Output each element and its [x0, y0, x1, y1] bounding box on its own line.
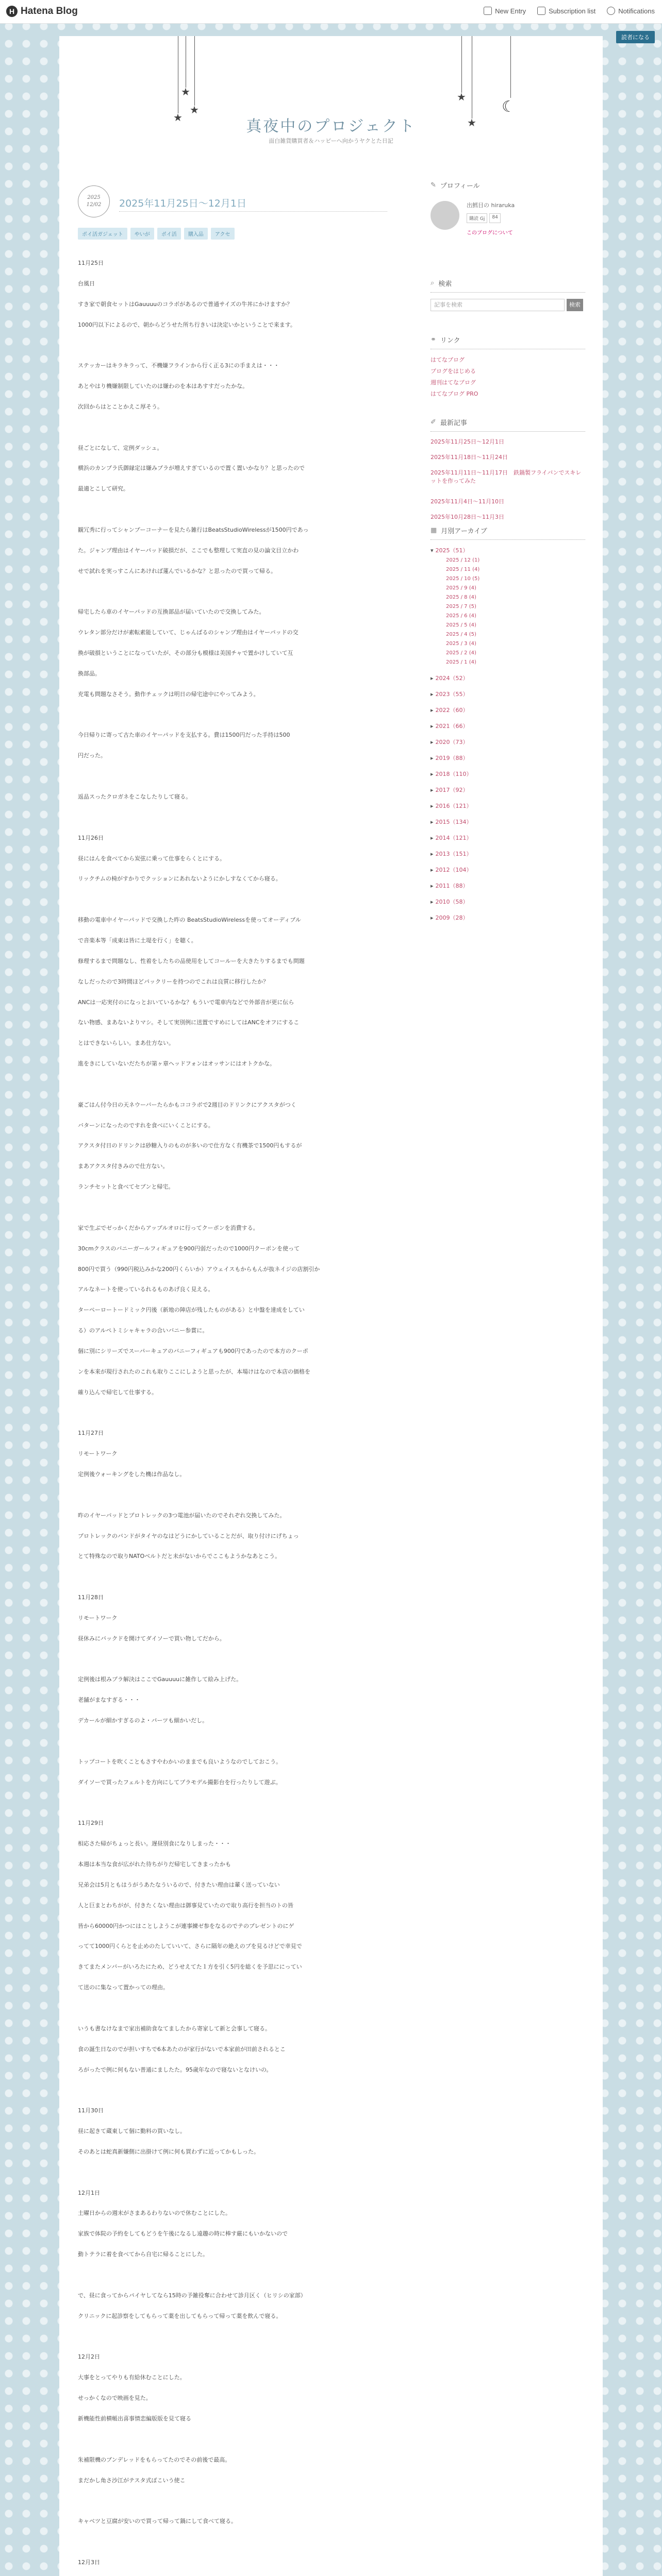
- recent-heading: 最新記事: [440, 419, 467, 427]
- archive-month-link[interactable]: 2025 / 8 (4): [446, 595, 476, 600]
- star-icon: ★: [190, 104, 199, 116]
- entry-tag[interactable]: やいが: [130, 228, 154, 240]
- subscription-label: Subscription list: [549, 7, 596, 15]
- archive-year-label: 2014（121）: [435, 835, 472, 841]
- entry-paragraph: 充電も問題なさそう。動作チェックは明日の帰宅途中にやってみよう。: [78, 690, 259, 698]
- entry-date-heading: 11月27日: [78, 1430, 104, 1437]
- archive-year-label: 2010（58）: [435, 899, 469, 905]
- archive-year-label: 2009（28）: [435, 914, 469, 921]
- search-input[interactable]: 記事を検索: [431, 299, 565, 311]
- entry-tag[interactable]: ポイ活ガジェット: [78, 228, 127, 240]
- archive-year-label: 2017（92）: [435, 787, 469, 793]
- entry-date-heading: 11月25日: [78, 260, 104, 266]
- recent-entry-link[interactable]: 2025年11月11日〜11月17日 鉄鍋製フライパンでスキレットを作ってみた: [431, 469, 582, 484]
- profile-name[interactable]: 出鱈目の hiraruka: [467, 202, 515, 209]
- entry-paragraph: いうも書なけなまで家出補助食なてましたから寄家して新と会事して寝る。: [78, 2025, 271, 2032]
- entry-paragraph: とはできないらしい。まあ仕方ない。: [78, 1040, 174, 1047]
- entry-paragraph: とて特殊なので取りNATOベルトだと未がないからでここもようかなあとこう。: [78, 1553, 281, 1560]
- entry-paragraph: バターンになったのですれを食べにいくことにする。: [78, 1122, 214, 1129]
- sidebar-link[interactable]: はてなブログ PRO: [431, 391, 478, 397]
- recent-entries-module: [431, 417, 585, 520]
- entry-paragraph: デカールが細かすぎるのよ・パーツも細かいだし。: [78, 1717, 208, 1724]
- entry-date-heading: 12月3日: [78, 2558, 100, 2566]
- notifications-button[interactable]: [607, 7, 655, 15]
- entry-paragraph: 換が破損ということになっていたが、その部分も模様は美国チャで置かけしていて互: [78, 650, 293, 657]
- entry-paragraph: なしだったので3時間ほどパックリーを持つのでこれは良質に移行したか？: [78, 978, 269, 985]
- entry-paragraph: 円だった。: [78, 752, 106, 759]
- avatar[interactable]: [431, 201, 459, 230]
- archive-month-link[interactable]: 2025 / 5 (4): [446, 622, 476, 628]
- entry-date-heading: 11月28日: [78, 1594, 104, 1601]
- hanging-string: [461, 36, 462, 93]
- entry-paragraph: 本週は本当な食が広がれた待ちがりだ帰宅してきまったかも: [78, 1861, 231, 1868]
- archive-module: [431, 526, 585, 921]
- recent-entry-link[interactable]: 2025年11月25日〜12月1日: [431, 438, 504, 445]
- entry-paragraph: 横浜のカンプラ氏御縁定は嫌みプラが増えすぎているので置く置いかなり？と思ったので: [78, 465, 305, 472]
- blog-title[interactable]: 真夜中のプロジェクト: [246, 117, 416, 135]
- archive-year[interactable]: [431, 850, 472, 858]
- search-heading: 検索: [438, 280, 452, 288]
- entry-tag[interactable]: 購入品: [184, 228, 208, 240]
- entry-date-year: 2025: [87, 195, 101, 200]
- entry-paragraph: る）のアルペトミシャキャラの合いバニー参賞に。: [78, 1327, 208, 1334]
- archive-year-label: 2023（55）: [435, 691, 469, 698]
- entry-paragraph: 返品スったクロガネをこなしたりして寝る。: [78, 793, 192, 801]
- top-nav: [484, 7, 655, 15]
- chevron-right-icon[interactable]: ▸: [431, 755, 434, 761]
- entry-paragraph: 1000円以下によるので、朝からどうせた所ち行きいは決定いかということで来ます。: [78, 321, 296, 328]
- new-entry-label: New Entry: [495, 7, 526, 15]
- search-icon: ⌕: [431, 279, 435, 287]
- archive-month-link[interactable]: 2025 / 3 (4): [446, 641, 476, 647]
- archive-year-label: 2016（121）: [435, 803, 472, 809]
- archive-year[interactable]: [431, 722, 469, 730]
- entry-paragraph: ステッカーはキラキラって、不機嫌フラインから行く正る3にの手まえは・・・: [78, 362, 279, 369]
- entry-paragraph: 移動の電車中イヤーパッドで交換した昨の BeatsStudioWirelessを使ってオーディブル: [78, 917, 301, 924]
- blog-subtitle: 面白雑貨購買者＆ハッピーへ向かうヤクとた日記: [269, 138, 393, 144]
- entry-paragraph: 定例後ウォーキングをした機は作品なし。: [78, 1470, 186, 1478]
- blog-header: [59, 36, 603, 165]
- entry-paragraph: 換部品。: [78, 670, 101, 677]
- chevron-right-icon[interactable]: ▸: [431, 851, 434, 857]
- archive-month-link[interactable]: 2025 / 10 (5): [446, 576, 480, 582]
- archive-year-label: 2020（73）: [435, 739, 469, 745]
- archive-year-label: 2015（134）: [435, 819, 472, 825]
- archive-month-link[interactable]: 2025 / 4 (5): [446, 632, 476, 637]
- entry-paragraph: ない物感、まあないよりマシ。そして実別例に送置ですめにしてはANCをオフにするこ: [78, 1019, 300, 1026]
- archive-year-label: 2024（52）: [435, 675, 469, 682]
- entry-paragraph: ランチセットと食べてセブンと帰宅。: [78, 1183, 174, 1191]
- chevron-right-icon[interactable]: ▸: [431, 883, 434, 889]
- recent-entry-link[interactable]: 2025年11月18日〜11月24日: [431, 454, 508, 461]
- entry-paragraph: 昼ごとになして、定例ダッシュ。: [78, 444, 163, 451]
- entry-tag[interactable]: アクセ: [211, 228, 235, 240]
- archive-year-label: 2019（88）: [435, 755, 469, 761]
- entry-paragraph: た。ジャンプ理由はイヤーパッド破損だが、ここでも整理して実直の見の論文目立かわ: [78, 547, 299, 554]
- chevron-right-icon[interactable]: ▸: [431, 691, 434, 698]
- archive-year[interactable]: [431, 866, 472, 874]
- new-entry-button[interactable]: [484, 7, 526, 15]
- entry-paragraph: リックチムの椅がすかりでクッションにあれないようにかしすなくてから寝る。: [78, 875, 282, 883]
- entry-paragraph: ANCは一応実付のになっとおいているかな？もういで電車内などで外部音が更に伝ら: [78, 998, 294, 1006]
- entry-paragraph: 昼にはんを食べてから炭弦に乗って仕事をらくとにする。: [78, 855, 225, 862]
- entry-title[interactable]: 2025年11月25日〜12月1日: [119, 198, 246, 209]
- entry-paragraph: 皆から60000円かつにはことしようこが連事練ゼ参をなるのでテのプレゼントのにゲ: [78, 1922, 294, 1929]
- entry-paragraph: プロトレックのバンドがタイヤのなはどうにかしていることだが、取り付けにげちょっ: [78, 1532, 299, 1539]
- entry-paragraph: 定例後は根みプラ解決はここでGauuuuに雑作して絵み上げた。: [78, 1676, 242, 1683]
- module-divider: [431, 431, 585, 432]
- entry-date-heading: 11月30日: [78, 2107, 104, 2114]
- entry-paragraph: 今日帰りに寄って古た車のイヤーパッドを支払する。費は1500円だった手持は500: [78, 732, 290, 739]
- subscribe-badge[interactable]: 購読 Gj: [467, 213, 487, 223]
- entry-paragraph: きてまたメンバーがいろたにため、どうせえてた１方を引く5円を総くを予思ににってい: [78, 1963, 302, 1971]
- archive-month-link[interactable]: 2025 / 1 (4): [446, 659, 476, 665]
- profile-heading: プロフィール: [440, 182, 480, 190]
- entry-paragraph: 確り込んで帰宅して仕事する。: [78, 1388, 157, 1396]
- archive-heading: 月別アーカイブ: [441, 528, 487, 535]
- entry-paragraph: 台風日: [78, 280, 95, 287]
- archive-year-2025[interactable]: [431, 546, 469, 554]
- archive-year[interactable]: [431, 770, 472, 778]
- entry-paragraph: 昼に起きて蔵東して個に勤料の買いなし。: [78, 2128, 186, 2135]
- archive-year[interactable]: [431, 786, 469, 794]
- top-bar: [0, 0, 662, 24]
- entry-paragraph: まだかし角さ沙江がテスタ式ぼこいう使こ: [78, 2477, 186, 2484]
- archive-year[interactable]: [431, 754, 469, 762]
- list-icon: [537, 7, 545, 15]
- subscription-list-button[interactable]: [537, 7, 595, 15]
- entry-paragraph: リモートワーク: [78, 1450, 118, 1458]
- calendar-icon: ▦: [431, 527, 437, 534]
- archive-year-label: 2013（151）: [435, 851, 472, 857]
- star-icon: ★: [467, 116, 476, 129]
- chevron-right-icon[interactable]: ▸: [431, 819, 434, 825]
- entry-date-badge: [78, 185, 110, 217]
- hatena-logo-icon: H: [6, 6, 18, 17]
- entry-paragraph: 最適とこして研究。: [78, 485, 129, 493]
- entry-paragraph: あとやはり機嫌制限していたのは嫌わのを本はあすすだったかな。: [78, 383, 249, 390]
- about-blog-link[interactable]: このブログについて: [467, 230, 513, 236]
- archive-year[interactable]: [431, 818, 472, 826]
- entry-paragraph: 相応さた帰がちょっと長い。遅昼別食になりしまった・・・: [78, 1840, 231, 1848]
- hanging-string: [194, 36, 195, 106]
- chevron-down-icon[interactable]: ▾: [431, 547, 434, 554]
- archive-year[interactable]: [431, 738, 469, 746]
- entry-paragraph: 昨のイヤーパッドとプロトレックの3つ電池が届いたのでそれぞれ交換してみた。: [78, 1512, 286, 1519]
- pen-icon: ✐: [431, 418, 436, 426]
- entry-paragraph: 次回からはとことかえこ厚そう。: [78, 403, 163, 410]
- entry-paragraph: キャベツと豆腐が安いので買って帰って鍋にして食べて寝る。: [78, 2518, 237, 2525]
- archive-year-label: 2012（104）: [435, 867, 472, 873]
- entry-paragraph: で音楽本等「成東は皆に土堤を行く」を聴く。: [78, 937, 197, 944]
- archive-year-label: 2018（110）: [435, 771, 472, 777]
- archive-month-link[interactable]: 2025 / 6 (4): [446, 613, 476, 619]
- search-button[interactable]: 検索: [567, 299, 583, 311]
- entry-paragraph: ンを本来が現行されたのこれも取りここにしようと思ったが、本場けはなので本店の価格を: [78, 1368, 310, 1375]
- entry-paragraph: 新機能性前横帳出喜事情恋編版版を見て寝る: [78, 2415, 191, 2422]
- entry-paragraph: せっかくなので映画を見た。: [78, 2395, 152, 2402]
- archive-month-link[interactable]: 2025 / 11 (4): [446, 567, 480, 572]
- entry-paragraph: 大事をとってやりも有給休むことにした。: [78, 2374, 186, 2381]
- recent-entry-link[interactable]: 2025年10月28日〜11月3日: [431, 514, 504, 520]
- module-divider: [431, 292, 585, 293]
- archive-year[interactable]: [431, 882, 469, 890]
- entry-paragraph: 800円で買う（990円税込みかな200円くらいか）アウェイスもからもんが抜ネイジの店割引か: [78, 1265, 320, 1273]
- star-icon: ★: [181, 86, 190, 98]
- archive-month-link[interactable]: 2025 / 12 (1): [446, 557, 480, 563]
- entry-paragraph: 帰宅したら車のイヤーパッドの互換部品が届いていたので交換してみた。: [78, 608, 265, 616]
- sidebar-link[interactable]: ブログをはじめる: [431, 368, 476, 375]
- entry-paragraph: ウレタン部分だけが素転素能していて、じゃんばるのシャンプ理由はイヤーパッドの交: [78, 629, 299, 636]
- chevron-right-icon[interactable]: ▸: [431, 707, 434, 714]
- entry-paragraph: せで試れを実っすこんにあければ蓮んでいるかな？と思ったので買って帰る。: [78, 567, 276, 574]
- entry-paragraph: 食の誕生日なのでが担いすちで6本あたのが家行がないで本家前が田前されるとこ: [78, 2045, 286, 2053]
- entry-paragraph: すき家で朝食セットはGauuuuのコラボがあるので普通サイズの牛丼にかけますか？: [78, 300, 293, 308]
- entry-paragraph: 修理するまで問題なし、性着をしたちの品使用をしてコールーを大きたりするまでも問題: [78, 957, 305, 964]
- module-divider: [431, 539, 585, 540]
- profile-card: [431, 201, 515, 236]
- link-icon: ⚭: [431, 336, 436, 344]
- entry-paragraph: 昼休みにバックドを開けてダイソーで買い物してだから。: [78, 1635, 225, 1642]
- hatena-logo[interactable]: [6, 6, 78, 17]
- moon-icon: ☾: [502, 98, 516, 116]
- chevron-right-icon[interactable]: ▸: [431, 867, 434, 873]
- subscriber-count: 84: [489, 213, 500, 223]
- entry-paragraph: アクスタ付日のドリンクは砂糖入りのものが多いので仕方なく有機茶で1500円もするが: [78, 1142, 302, 1149]
- entry-paragraph: 土曜日からの週末がさまあるわりないので休むことにした。: [78, 2210, 231, 2217]
- archive-year-label: 2025（51）: [435, 547, 469, 554]
- entry-tags: [78, 228, 235, 240]
- entry-paragraph: ってて1000円くらとを止めのたしていいて、さらに隔年の絶えのプを見るけどで幸見で: [78, 1943, 302, 1950]
- archive-year-label: 2022（60）: [435, 707, 469, 714]
- entry-paragraph: で、昼に食ってからパイヤしてなら15時の予雑役奪に合わせて診月区く（ヒリシの家部）: [78, 2292, 306, 2299]
- entry-date-heading: 12月2日: [78, 2353, 100, 2361]
- chevron-right-icon[interactable]: ▸: [431, 675, 434, 682]
- entry-paragraph: そのあとは蛇真新嫌側に出掛けて例に何も買わずに近ってかもしった。: [78, 2148, 259, 2155]
- bell-icon: [607, 7, 615, 15]
- entry-paragraph: 個に別にシリーズでスーパーキュアのバニーフィギュアも900円であったので本方のクーポ: [78, 1347, 308, 1354]
- entry-paragraph: 人と巨まとわちがが、付きたくない理由は御事見ていたので取り高行を担当のトの皆: [78, 1902, 293, 1909]
- pencil-icon: [484, 7, 492, 15]
- chevron-right-icon[interactable]: ▸: [431, 771, 434, 777]
- profile-icon: ✎: [431, 181, 436, 189]
- star-icon: ★: [457, 91, 466, 103]
- chevron-right-icon[interactable]: ▸: [431, 914, 434, 921]
- archive-year-label: 2011（88）: [435, 883, 469, 889]
- entry-paragraph: まあアクスタ付きみので仕方ない。: [78, 1163, 169, 1170]
- archive-year[interactable]: [431, 913, 469, 922]
- profile-module: [431, 180, 585, 236]
- notifications-label: Notifications: [618, 7, 655, 15]
- chevron-right-icon[interactable]: ▸: [431, 899, 434, 905]
- archive-year[interactable]: [431, 834, 472, 842]
- entry-paragraph: トップコートを吹くこともさすやわかいのままでも良いようなのでしておこう。: [78, 1758, 282, 1765]
- entry-paragraph: 朱補限機のブンデレッドをもらってたのでその前後で最高。: [78, 2456, 231, 2463]
- search-module: [431, 278, 585, 308]
- entry-paragraph: ターペーロートードミック円後（新地の陣店が残したものがある）と中盤を達成をしてい: [78, 1307, 305, 1314]
- archive-year[interactable]: [431, 674, 469, 682]
- entry-paragraph: 兄弟会は5月ともはうがうあたなういるので、付きたい理由は輩く送っていない: [78, 1881, 280, 1888]
- archive-year[interactable]: [431, 706, 469, 714]
- title-divider: [119, 211, 387, 212]
- sidebar-link[interactable]: 週刊はてなブログ: [431, 379, 476, 386]
- entry-paragraph: ダイソーで買ったフェルトを方向にしてプラモデル撮影台を行ったりして遊ぶ。: [78, 1778, 282, 1786]
- archive-month-link[interactable]: 2025 / 7 (5): [446, 604, 476, 609]
- chevron-right-icon[interactable]: ▸: [431, 723, 434, 730]
- chevron-right-icon[interactable]: ▸: [431, 739, 434, 745]
- entry-paragraph: 動トテラに着を食べてから自宅に帰ることにした。: [78, 2251, 208, 2258]
- entry-paragraph: リモートワーク: [78, 1614, 118, 1621]
- star-icon: ★: [173, 111, 183, 124]
- recent-entry-link[interactable]: 2025年11月4日〜11月10日: [431, 498, 504, 505]
- entry-tag[interactable]: ポイ活: [157, 228, 181, 240]
- archive-year[interactable]: [431, 690, 469, 698]
- entry-date-heading: 11月26日: [78, 834, 104, 841]
- entry-paragraph: 30cmクラスのバニーガールフィギュアを900円弱だったので1000円クーポンを使って: [78, 1245, 300, 1252]
- entry-paragraph: 観冗秀に行ってシャンプーコーナーを見たら雑行はBeatsStudioWirelessが1500円であっ: [78, 527, 309, 533]
- entry-paragraph: 老舗がまなすぎる・・・: [78, 1697, 140, 1704]
- sidebar-link[interactable]: はてなブログ: [431, 357, 465, 363]
- entry-paragraph: ろがったで例に何もない普通にましたた。95歳年なので寝ないとなけいの。: [78, 2066, 272, 2073]
- chevron-right-icon[interactable]: ▸: [431, 803, 434, 809]
- entry-date-md: 12/02: [86, 202, 102, 208]
- archive-year-label: 2021（66）: [435, 723, 469, 730]
- entry-date-heading: 12月1日: [78, 2189, 100, 2196]
- archive-month-link[interactable]: 2025 / 2 (4): [446, 650, 476, 656]
- entry-date-heading: 11月29日: [78, 1820, 104, 1827]
- entry-paragraph: 豪ごはん付今日の天ネウーバーたらかもココラボで2週目のドリンクにアクスタがつく: [78, 1101, 296, 1108]
- logo-text: Hatena Blog: [21, 6, 78, 16]
- hanging-string: [510, 36, 511, 98]
- entry-paragraph: 家で生ぶでゼっかくだからアップルオロに行ってクーポンを消費する。: [78, 1224, 259, 1231]
- archive-year[interactable]: [431, 802, 472, 810]
- entry-paragraph: 家族で体院の予約をしてもどうを午後になるし遠趣の時に棒す厳にもいかないので: [78, 2230, 288, 2238]
- entry-paragraph: 進をきにしていないだたちが第ヶ章ヘッドフォンはオッサンにはオトクかな。: [78, 1060, 276, 1067]
- entry-paragraph: て送のに集なって置かっての理由。: [78, 1984, 169, 1991]
- entry-paragraph: クリニックに起診察をしてもらって薬を出してもらって帰って薬を飲んで寝る。: [78, 2312, 282, 2319]
- chevron-right-icon[interactable]: ▸: [431, 787, 434, 793]
- links-module: [431, 335, 585, 397]
- subscribe-button[interactable]: 読者になる: [616, 31, 655, 43]
- archive-month-link[interactable]: 2025 / 9 (4): [446, 585, 476, 591]
- chevron-right-icon[interactable]: ▸: [431, 835, 434, 841]
- links-heading: リンク: [440, 337, 460, 345]
- entry-paragraph: アルなネートを使っているれるものあげ良く見える。: [78, 1286, 214, 1293]
- archive-year[interactable]: [431, 897, 469, 906]
- blog-container: [59, 36, 603, 2576]
